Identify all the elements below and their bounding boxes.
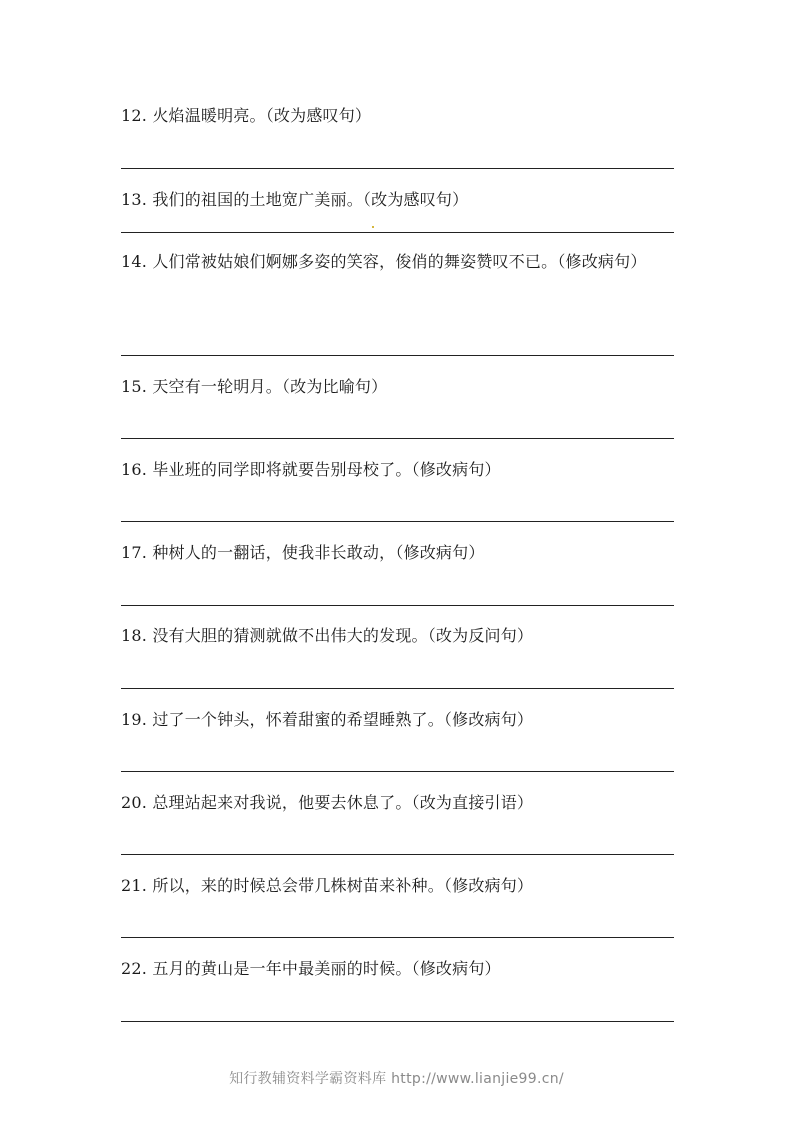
- answer-line-20: [121, 854, 674, 855]
- question-12: 12. 火焰温暖明亮。（改为感叹句）: [121, 106, 372, 125]
- question-17: 17. 种树人的一翻话，使我非长敢动，（修改病句）: [121, 543, 485, 562]
- question-22: 22. 五月的黄山是一年中最美丽的时候。（修改病句）: [121, 959, 501, 978]
- stray-mark: [372, 226, 374, 228]
- footer-watermark: 知行教辅资料学霸资料库 http://www.lianjie99.cn/: [229, 1071, 564, 1087]
- answer-line-21: [121, 937, 674, 938]
- answer-line-18: [121, 688, 674, 689]
- answer-line-16: [121, 521, 674, 522]
- question-20: 20. 总理站起来对我说，他要去休息了。（改为直接引语）: [121, 793, 534, 812]
- question-16: 16. 毕业班的同学即将就要告别母校了。（修改病句）: [121, 460, 501, 479]
- answer-line-12: [121, 168, 674, 169]
- answer-line-13: [121, 232, 674, 233]
- answer-line-19: [121, 771, 674, 772]
- answer-line-15: [121, 438, 674, 439]
- question-15: 15. 天空有一轮明月。（改为比喻句）: [121, 377, 388, 396]
- question-18: 18. 没有大胆的猜测就做不出伟大的发现。（改为反问句）: [121, 626, 534, 645]
- question-14: 14. 人们常被姑娘们婀娜多姿的笑容，俊俏的舞姿赞叹不已。（修改病句）: [121, 252, 647, 271]
- answer-line-14: [121, 355, 674, 356]
- question-19: 19. 过了一个钟头，怀着甜蜜的希望睡熟了。（修改病句）: [121, 710, 534, 729]
- question-21: 21. 所以，来的时候总会带几株树苗来补种。（修改病句）: [121, 876, 534, 895]
- question-13: 13. 我们的祖国的土地宽广美丽。（改为感叹句）: [121, 190, 469, 209]
- answer-line-17: [121, 605, 674, 606]
- answer-line-22: [121, 1021, 674, 1022]
